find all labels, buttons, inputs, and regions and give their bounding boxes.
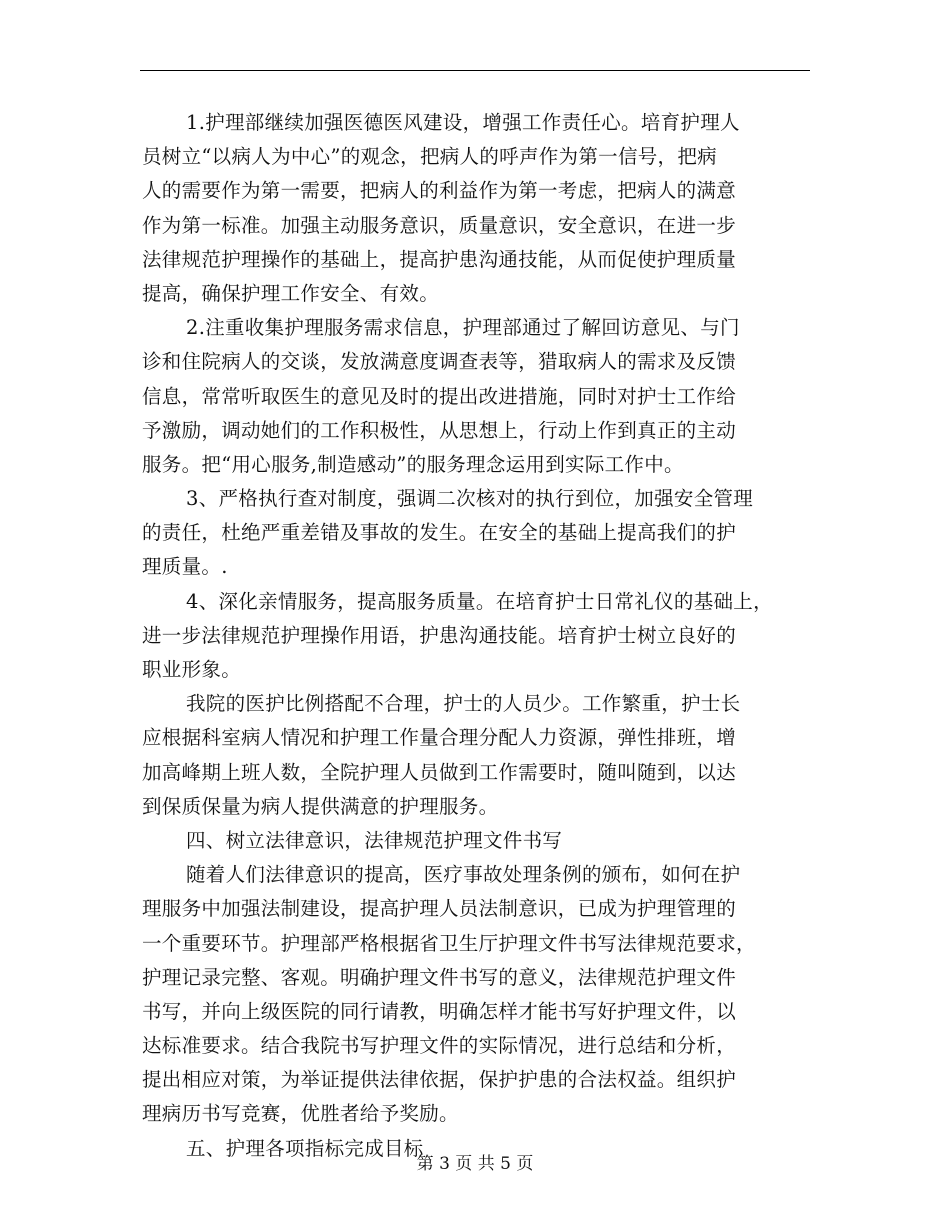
paragraph-line: 理服务中加强法制建设，提高护理人员法制意识，已成为护理管理的 <box>142 897 737 921</box>
paragraph-line: 一个重要环节。护理部严格根据省卫生厅护理文件书写法律规范要求， <box>142 931 756 955</box>
paragraph-line: 书写，并向上级医院的同行请教，明确怎样才能书写好护理文件，以 <box>142 999 737 1023</box>
paragraph-line: 予激励，调动她们的工作积极性，从思想上，行动上作到真正的主动 <box>142 418 737 442</box>
paragraph-line: 法律规范护理操作的基础上，提高护患沟通技能，从而促使护理质量 <box>142 247 737 271</box>
section-heading: 四、树立法律意识，法律规范护理文件书写 <box>186 828 563 852</box>
section-heading: 五、护理各项指标完成目标 <box>186 1136 424 1160</box>
paragraph-line: 我院的医护比例搭配不合理，护士的人员少。工作繁重，护士长 <box>186 692 741 716</box>
page-number-footer: 第 3 页 共 5 页 <box>416 1154 534 1174</box>
paragraph-line: 职业形象。 <box>142 658 242 681</box>
paragraph-line: 信息，常常听取医生的意见及时的提出改进措施，同时对护士工作给 <box>142 384 737 408</box>
paragraph-line: 进一步法律规范护理操作用语，护患沟通技能。培育护士树立良好的 <box>142 623 737 647</box>
paragraph-line: 1.护理部继续加强医德医风建设，增强工作责任心。培育护理人 <box>186 111 740 134</box>
paragraph-line: 理病历书写竞赛，优胜者给予奖励。 <box>142 1102 459 1126</box>
paragraph-line: 4、深化亲情服务，提高服务质量。在培育护士日常礼仪的基础上， <box>186 589 773 613</box>
paragraph-line: 服务。把“用心服务,制造感动”的服务理念运用到实际工作中。 <box>142 452 684 476</box>
paragraph-line: 护理记录完整、客观。明确护理文件书写的意义，法律规范护理文件 <box>142 965 737 989</box>
paragraph-line: 的责任，杜绝严重差错及事故的发生。在安全的基础上提高我们的护 <box>142 521 737 545</box>
paragraph-line: 达标准要求。结合我院书写护理文件的实际情况，进行总结和分析， <box>142 1034 737 1058</box>
paragraph-line: 到保质保量为病人提供满意的护理服务。 <box>142 794 499 818</box>
paragraph-line: 应根据科室病人情况和护理工作量合理分配人力资源，弹性排班，增 <box>142 726 737 750</box>
paragraph-line: 诊和住院病人的交谈，发放满意度调查表等，猎取病人的需求及反馈 <box>142 350 737 374</box>
paragraph-line: 作为第一标准。加强主动服务意识，质量意识，安全意识，在进一步 <box>142 213 737 237</box>
paragraph-line: 3、严格执行查对制度，强调二次核对的执行到位，加强安全管理 <box>186 487 754 511</box>
paragraph-line: 理质量。. <box>142 555 228 579</box>
header-rule <box>140 70 810 71</box>
paragraph-line: 人的需要作为第一需要，把病人的利益作为第一考虑，把病人的满意 <box>142 179 737 203</box>
document-body <box>142 106 810 1166</box>
paragraph-line: 随着人们法律意识的提高，医疗事故处理条例的颁布，如何在护 <box>186 863 741 887</box>
paragraph-line: 提出相应对策，为举证提供法律依据，保护护患的合法权益。组织护 <box>142 1068 737 1092</box>
paragraph-line: 加高峰期上班人数，全院护理人员做到工作需要时，随叫随到，以达 <box>142 760 737 784</box>
paragraph-line: 提高，确保护理工作安全、有效。 <box>142 281 440 305</box>
paragraph-line: 2.注重收集护理服务需求信息，护理部通过了解回访意见、与门 <box>186 316 740 340</box>
paragraph-line: 员树立“以病人为中心”的观念，把病人的呼声作为第一信号，把病 <box>142 145 717 169</box>
